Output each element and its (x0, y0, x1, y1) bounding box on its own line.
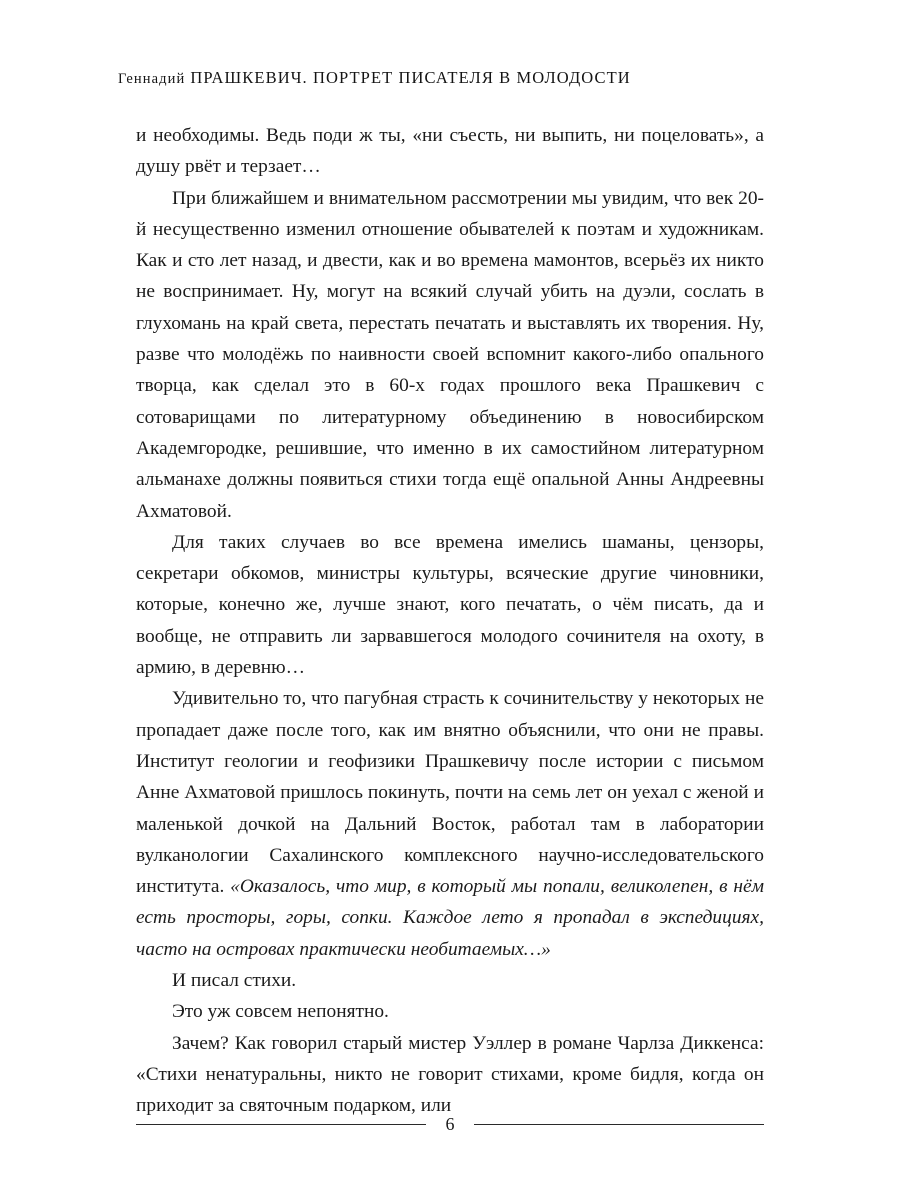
paragraph-3: Для таких случаев во все времена имелись шаманы, цензоры, секретари обкомов, министры культуры, всяческие другие чиновники, которые, конечно же, лучше знают, кого печатать, о чём писать, да и вообще, не отправить ли зарвавшегося молодого сочинителя на охоту, в армию, в деревню… (136, 531, 764, 679)
paragraph-4-plain: Удивительно то, что пагубная страсть к сочинительству у некоторых не пропадает даже после того, как им внятно объяснили, что они не правы. Институт геологии и геофизики Прашкевичу после истории с письмом Анне Ахматовой пришлось покинуть, почти на семь лет он уехал с женой и маленькой дочкой на Дальний Восток, работал там в лаборатории вулканологии Сахалинского комплексного научно-исследовательского института. (136, 688, 764, 898)
paragraph-6: Это уж совсем непонятно. (172, 1001, 389, 1023)
page-body (136, 120, 764, 1122)
paragraph-2: При ближайшем и внимательном рассмотрении мы увидим, что век 20-й несущественно изменил отношение обывателей к поэтам и художникам. Как и сто лет назад, и двести, как и во времена мамонтов, всерьёз их никто не воспринимает. Ну, могут на всякий случай убить на дуэли, сослать в глухомань на край света, перестать печатать и выставлять их творения. Ну, разве что молодёжь по наивности своей вспомнит какого-либо опального творца, как сделал это в 60-х годах прошлого века Прашкевич с сотоварищами по литературному объединению в новосибирском Академгородке, решившие, что именно в их самостийном литературном альманахе должны появиться стихи тогда ещё опальной Анны Андреевны Ахматовой. (136, 187, 764, 522)
footer-rule-left (136, 1124, 426, 1125)
paragraph-4 (136, 683, 764, 965)
paragraph-1: и необходимы. Ведь поди ж ты, «ни съесть, ни выпить, ни поцеловать», а душу рвёт и терзает… (136, 125, 764, 178)
page-number: 6 (445, 1113, 455, 1134)
paragraph-5: И писал стихи. (172, 970, 297, 992)
running-head-title: ПРАШКЕВИЧ. ПОРТРЕТ ПИСАТЕЛЯ В МОЛОДОСТИ (190, 68, 631, 87)
footer-rule-right (474, 1124, 764, 1125)
paragraph-4-quote: «Оказалось, что мир, в который мы попали, великолепен, в нём есть просторы, горы, сопки. Каждое лето я пропадал в экспедициях, часто на островах практически необитаемых…» (136, 876, 764, 960)
running-head-author: Геннадий (118, 71, 186, 87)
paragraph-7: Зачем? Как говорил старый мистер Уэллер в романе Чарлза Диккенса: «Стихи ненатуральны, никто не говорит стихами, кроме бидля, когда он приходит за святочным подарком, или (136, 1032, 764, 1117)
running-head (118, 68, 782, 88)
page-footer (136, 1114, 764, 1134)
